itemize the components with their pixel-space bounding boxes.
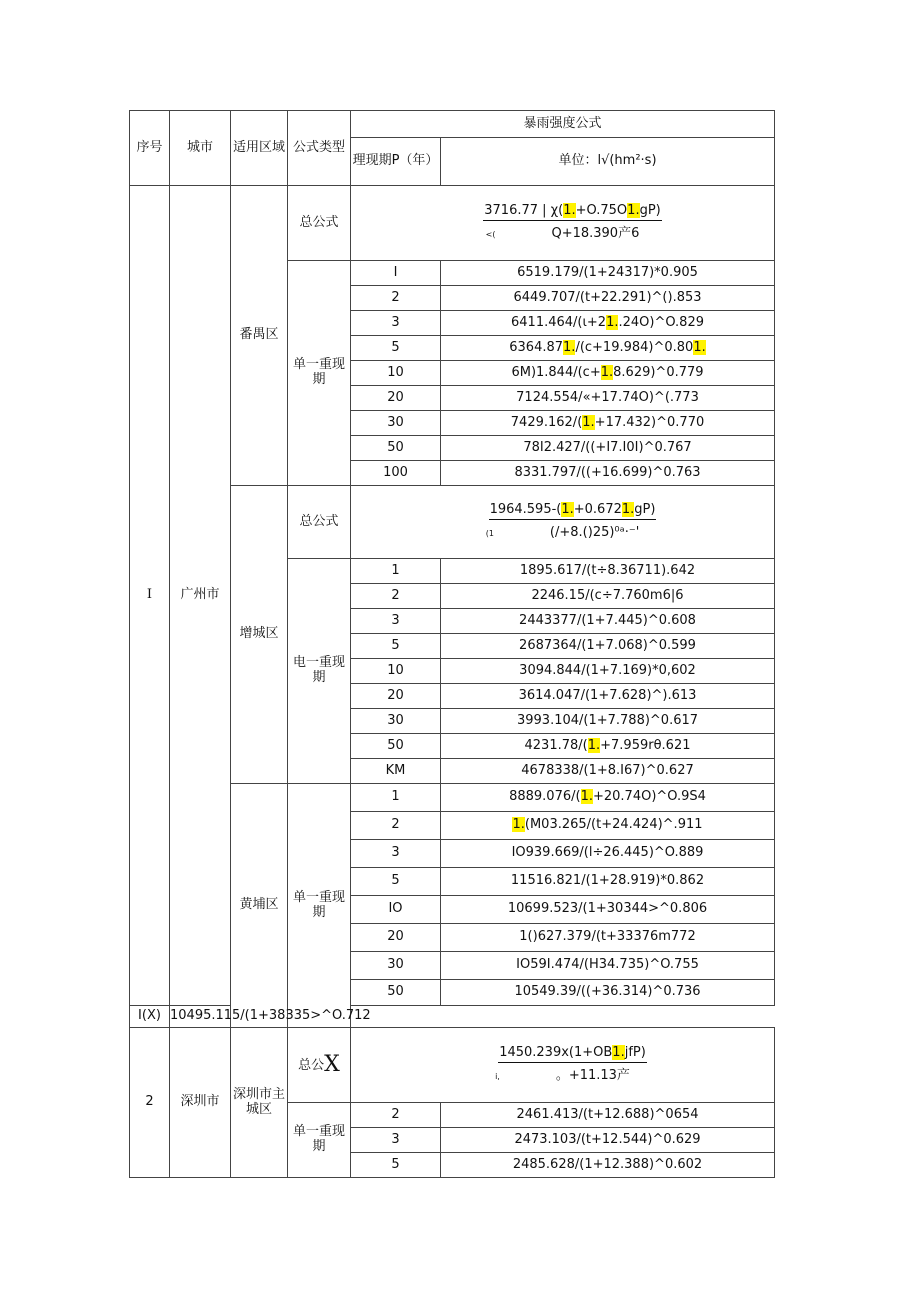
zengcheng-total-formula <box>351 486 775 559</box>
period-cell: 2 <box>351 1103 441 1128</box>
group1-seq: I <box>130 186 170 1006</box>
formula-cell: 3094.844/(1+7.169)*0,602 <box>441 659 775 684</box>
formula-cell: 10549.39/((+36.314)^0.736 <box>441 980 775 1006</box>
formula-cell: 2473.103/(t+12.544)^0.629 <box>441 1128 775 1153</box>
period-cell: 30 <box>351 709 441 734</box>
formula-cell: 3614.047/(1+7.628)^).613 <box>441 684 775 709</box>
period-cell: 3 <box>351 1128 441 1153</box>
period-cell: I(X) <box>130 1006 170 1028</box>
period-cell: 30 <box>351 952 441 980</box>
formula-cell: 6364.871./(c+19.984)^0.801. <box>441 336 775 361</box>
formula-cell: 6411.464/(ι+21..24O)^O.829 <box>441 311 775 336</box>
period-cell: 10 <box>351 659 441 684</box>
period-cell: 50 <box>351 980 441 1006</box>
period-cell: 20 <box>351 924 441 952</box>
header-unit: 单位：l√(hm²·s) <box>441 138 775 186</box>
header-period: 理现期P（年） <box>351 138 441 186</box>
period-cell: 5 <box>351 336 441 361</box>
period-cell: 1 <box>351 784 441 812</box>
panyu-total-denominator: <( Q+18.390产6 <box>485 226 640 241</box>
storm-intensity-table <box>129 110 775 1178</box>
period-cell: 20 <box>351 684 441 709</box>
shenzhen-total-denominator: i, 。+11.13产 <box>495 1068 630 1083</box>
header-area: 适用区域 <box>231 111 288 186</box>
period-cell: 5 <box>351 868 441 896</box>
period-cell: 3 <box>351 840 441 868</box>
formula-cell: 2443377/(1+7.445)^0.608 <box>441 609 775 634</box>
shenzhen-total-numerator: 1450.239x(1+OB1.jfP) <box>498 1046 647 1063</box>
formula-cell: 10495.115/(1+38335>^O.712 <box>170 1006 231 1028</box>
formula-cell: 4231.78/(1.+7.959rθ.621 <box>441 734 775 759</box>
formula-cell: IO59I.474/(H34.735)^O.755 <box>441 952 775 980</box>
group1-city: 广州市 <box>170 186 231 1006</box>
period-cell: IO <box>351 896 441 924</box>
formula-cell: 2246.15/(c÷7.760m6|6 <box>441 584 775 609</box>
formula-cell: 78I2.427/((+I7.I0I)^0.767 <box>441 436 775 461</box>
period-cell: 50 <box>351 734 441 759</box>
period-cell: 2 <box>351 286 441 311</box>
zengcheng-total-label: 总公式 <box>288 486 351 559</box>
period-cell: 2 <box>351 812 441 840</box>
formula-cell: 4678338/(1+8.I67)^0.627 <box>441 759 775 784</box>
formula-cell: 11516.821/(1+28.919)*0.862 <box>441 868 775 896</box>
zengcheng-single-label: 电一重现期 <box>288 559 351 784</box>
panyu-single-label: 单一重现期 <box>288 261 351 486</box>
area-panyu: 番禺区 <box>231 186 288 486</box>
period-cell: 5 <box>351 634 441 659</box>
period-cell: 20 <box>351 386 441 411</box>
period-cell: 3 <box>351 311 441 336</box>
formula-cell: 7429.162/(1.+17.432)^0.770 <box>441 411 775 436</box>
shenzhen-total-label: 总公X <box>288 1028 351 1103</box>
formula-cell: 1.(M03.265/(t+24.424)^.911 <box>441 812 775 840</box>
zengcheng-total-denominator: (1 (/+8.()25)⁰ᵃ·⁻' <box>485 525 640 540</box>
panyu-total-numerator: 3716.77 | χ(1.+O.75O1.gP) <box>483 204 661 221</box>
formula-cell: 8331.797/((+16.699)^0.763 <box>441 461 775 486</box>
huangpu-single-label: 单一重现期 <box>288 784 351 1028</box>
formula-cell: 6519.179/(1+24317)*0.905 <box>441 261 775 286</box>
period-cell: 100 <box>351 461 441 486</box>
formula-cell: 3993.104/(1+7.788)^0.617 <box>441 709 775 734</box>
zengcheng-total-numerator: 1964.595-(1.+0.6721.gP) <box>489 503 657 520</box>
area-huangpu: 黄埔区 <box>231 784 288 1028</box>
shenzhen-total-formula <box>351 1028 775 1103</box>
formula-cell: 2687364/(1+7.068)^0.599 <box>441 634 775 659</box>
period-cell: 5 <box>351 1153 441 1178</box>
period-cell: 50 <box>351 436 441 461</box>
formula-cell: 6M)1.844/(c+1.8.629)^0.779 <box>441 361 775 386</box>
panyu-total-label: 总公式 <box>288 186 351 261</box>
period-cell: KM <box>351 759 441 784</box>
period-cell: 10 <box>351 361 441 386</box>
formula-cell: 10699.523/(1+30344>^0.806 <box>441 896 775 924</box>
group2-seq: 2 <box>130 1028 170 1178</box>
panyu-total-formula <box>351 186 775 261</box>
header-seq: 序号 <box>130 111 170 186</box>
group2-city: 深圳市 <box>170 1028 231 1178</box>
header-type: 公式类型 <box>288 111 351 186</box>
formula-cell: 1895.617/(t÷8.36711).642 <box>441 559 775 584</box>
shenzhen-single-label: 单一重现期 <box>288 1103 351 1178</box>
formula-cell: 1()627.379/(t+33376m772 <box>441 924 775 952</box>
formula-cell: 2461.413/(t+12.688)^0654 <box>441 1103 775 1128</box>
period-cell: 1 <box>351 559 441 584</box>
formula-cell: 8889.076/(1.+20.74O)^O.9S4 <box>441 784 775 812</box>
period-cell: 30 <box>351 411 441 436</box>
period-cell: 3 <box>351 609 441 634</box>
area-zengcheng: 增城区 <box>231 486 288 784</box>
period-cell: 2 <box>351 584 441 609</box>
formula-cell: 2485.628/(1+12.388)^0.602 <box>441 1153 775 1178</box>
formula-cell: IO939.669/(l÷26.445)^O.889 <box>441 840 775 868</box>
period-cell: I <box>351 261 441 286</box>
formula-cell: 7124.554/«+17.74O)^(.773 <box>441 386 775 411</box>
header-formula-group: 暴雨强度公式 <box>351 111 775 138</box>
header-city: 城市 <box>170 111 231 186</box>
formula-cell: 6449.707/(t+22.291)^().853 <box>441 286 775 311</box>
area-shenzhen: 深圳市主城区 <box>231 1028 288 1178</box>
